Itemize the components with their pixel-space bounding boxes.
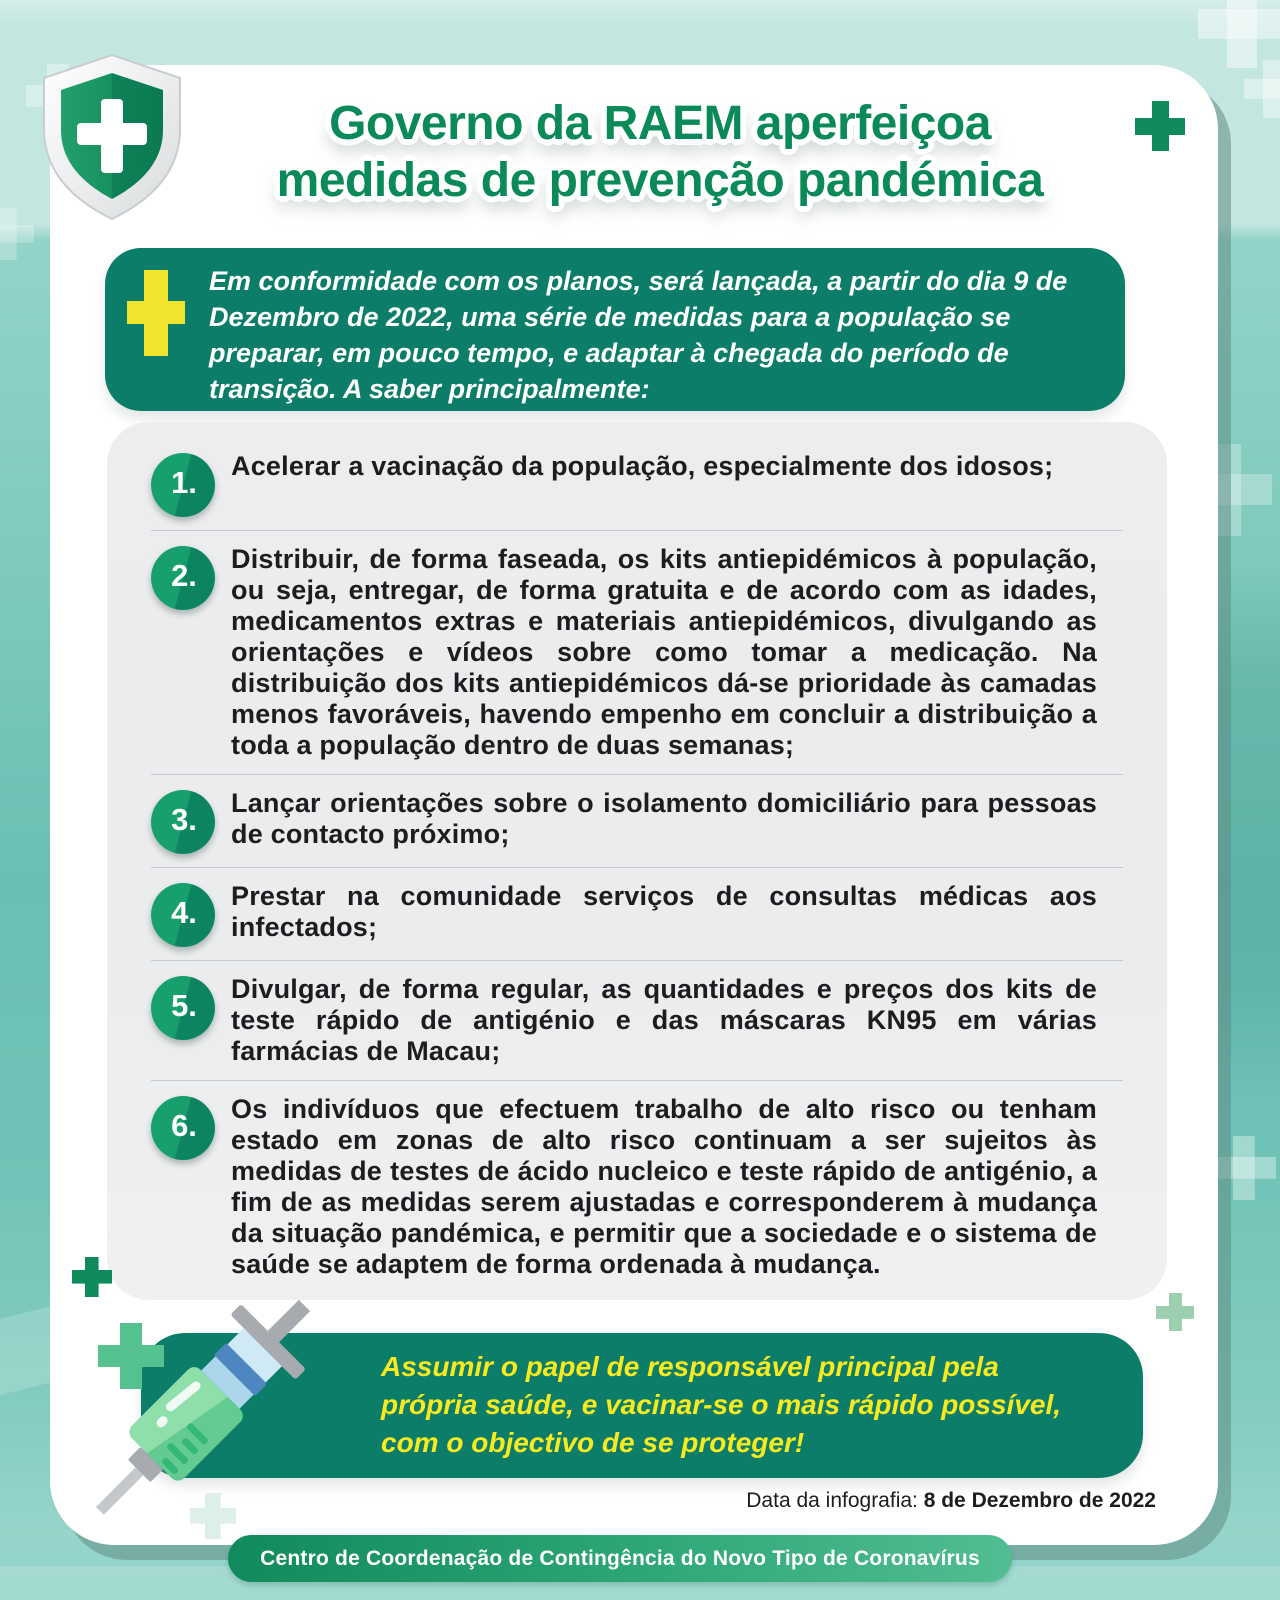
- date-caption: [746, 1489, 1156, 1513]
- measures-list: [107, 422, 1167, 1299]
- measure-number: 6.: [171, 1108, 197, 1143]
- page-title-line-1: Governo da RAEM aperfeiçoa: [329, 97, 991, 150]
- measure-number: 4.: [171, 895, 197, 930]
- intro-text: Em conformidade com os planos, será lançada, a partir do dia 9 de Dezembro de 2022, uma série de medidas para a população se preparar, em pouco tempo, e adaptar à chegada do período de transição. A saber principalmente:: [209, 266, 1068, 404]
- measure-number-badge: [151, 790, 215, 854]
- plus-icon: [1198, 0, 1280, 68]
- syringe-tick: [181, 1437, 199, 1455]
- shield-cross-icon: [36, 51, 188, 228]
- syringe-plunger-rod: [267, 1300, 310, 1343]
- syringe-highlight: [155, 1414, 170, 1429]
- footer-org-pill: [228, 1535, 1012, 1582]
- plus-icon: [0, 208, 34, 260]
- measure-item: [107, 961, 1167, 1080]
- plus-icon: [127, 270, 185, 356]
- measure-text: Os indivíduos que efectuem trabalho de alto risco ou tenham estado em zonas de alto risco continuam a ser sujeitos às medidas de testes de ácido nucleico e teste rápido de antigénio, a fim de as medidas serem ajustadas e corresponderem à mudança da situação pandémica, e permitir que a sociedade e o sistema de saúde se adaptem de forma ordenada à mudança.: [231, 1094, 1097, 1279]
- measure-text: Prestar na comunidade serviços de consultas médicas aos infectados;: [231, 881, 1097, 942]
- page-title: [170, 95, 1150, 209]
- plus-icon: [1135, 101, 1185, 151]
- plus-icon: [1244, 60, 1280, 118]
- measure-item: [107, 438, 1167, 530]
- page-title-line-2: medidas de prevenção pandémica: [276, 154, 1044, 207]
- measure-number: 1.: [171, 465, 197, 500]
- date-value: 8 de Dezembro de 2022: [923, 1489, 1156, 1512]
- syringe-highlight: [164, 1380, 202, 1413]
- measure-text: Lançar orientações sobre o isolamento domiciliário para pessoas de contacto próximo;: [231, 788, 1097, 849]
- background-shade: [1218, 560, 1280, 1100]
- date-label: Data da infografia:: [746, 1489, 918, 1512]
- measure-number: 3.: [171, 802, 197, 837]
- measure-number-badge: [151, 546, 215, 610]
- syringe-needle: [96, 1467, 143, 1514]
- measure-number: 5.: [171, 988, 197, 1023]
- measure-number-badge: [151, 976, 215, 1040]
- content-card: [50, 65, 1218, 1545]
- syringe-tick: [161, 1457, 179, 1475]
- plus-icon: [190, 1493, 236, 1539]
- plus-icon: [72, 1257, 112, 1297]
- plus-icon: [1212, 1136, 1276, 1200]
- measure-number-badge: [151, 453, 215, 517]
- measure-number-badge: [151, 883, 215, 947]
- measure-item: [107, 775, 1167, 867]
- measure-item: [107, 868, 1167, 960]
- intro-banner: [105, 248, 1125, 411]
- measure-text: Distribuir, de forma faseada, os kits antiepidémicos à população, ou seja, entregar, de forma gratuita e de acordo com as idades, medicamentos extras e materiais antiepidémicos, divulgando as orientações e vídeos sobre como tomar a medicação. Na distribuição dos kits antiepidémicos dá-se prioridade às camadas menos favoráveis, havendo empenho em concluir a distribuição a toda a população dentro de duas semanas;: [231, 544, 1097, 760]
- plus-icon: [1156, 1293, 1194, 1331]
- footer-org-label: Centro de Coordenação de Contingência do Novo Tipo de Coronavírus: [260, 1546, 980, 1570]
- measures-panel: [107, 422, 1167, 1300]
- measure-number-badge: [151, 1096, 215, 1160]
- measure-text: Acelerar a vacinação da população, especialmente dos idosos;: [231, 451, 1054, 481]
- measure-text: Divulgar, de forma regular, as quantidades e preços dos kits de teste rápido de antigénio e das máscaras KN95 em várias farmácias de Macau;: [231, 974, 1097, 1066]
- measure-item: [107, 531, 1167, 774]
- measure-number: 2.: [171, 558, 197, 593]
- callout-text: Assumir o papel de responsável principal pela própria saúde, e vacinar-se o mais rápido possível, com o objectivo de se proteger!: [381, 1351, 1062, 1458]
- measure-item: [107, 1081, 1167, 1293]
